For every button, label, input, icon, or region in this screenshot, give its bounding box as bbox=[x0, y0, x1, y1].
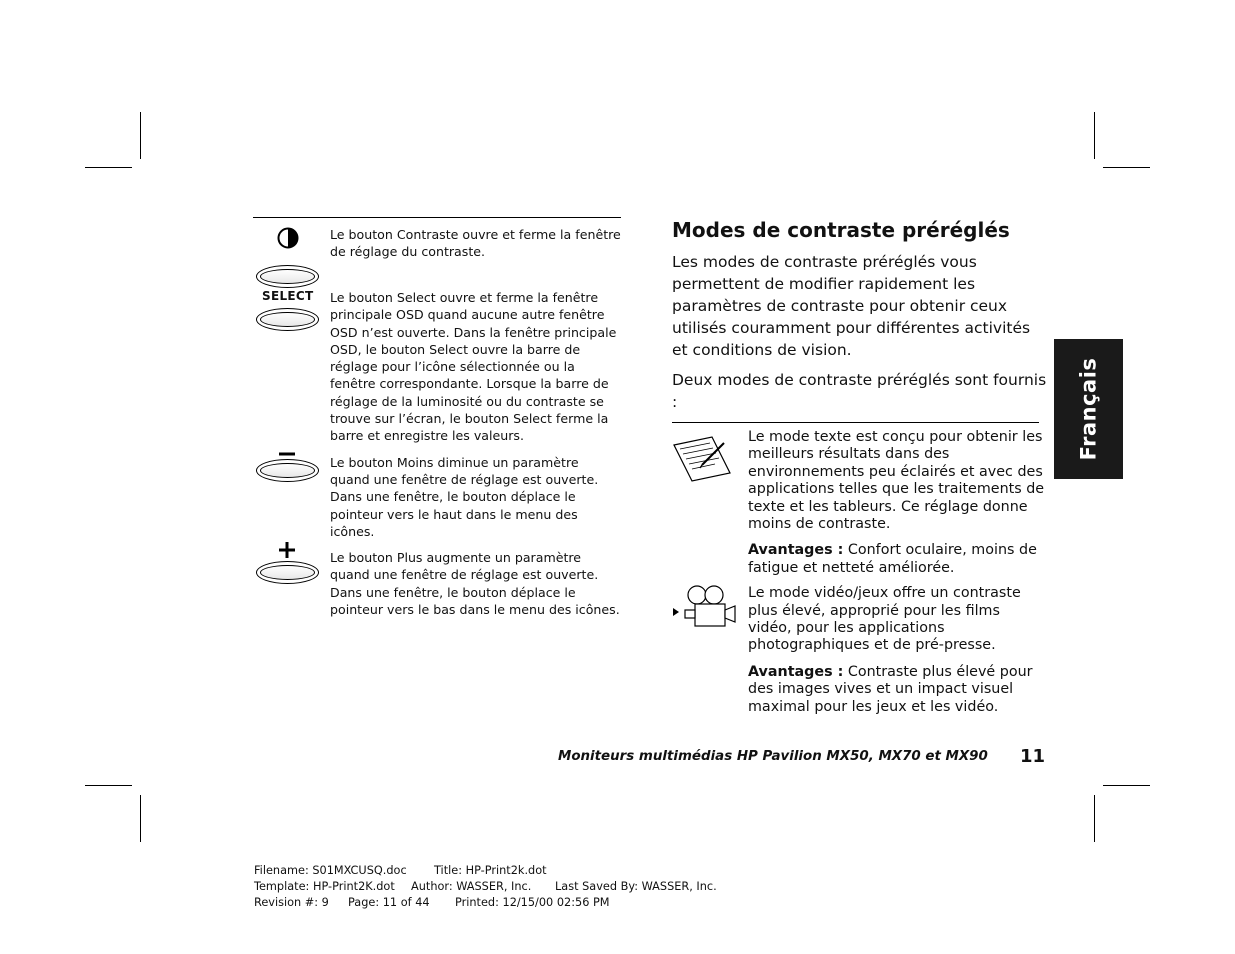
crop-mark bbox=[140, 112, 141, 159]
contrast-button-oval bbox=[256, 265, 319, 288]
document-pen-icon bbox=[672, 435, 734, 483]
select-button-label: SELECT bbox=[262, 289, 314, 303]
running-footer-title: Moniteurs multimédias HP Pavilion MX50, MX70 et MX90 bbox=[558, 749, 988, 764]
crop-mark bbox=[85, 167, 132, 168]
select-button-row bbox=[253, 289, 621, 445]
page-number: 11 bbox=[1020, 746, 1046, 767]
video-mode-row bbox=[672, 585, 1047, 716]
video-mode-graphic bbox=[672, 585, 748, 716]
file-info-revision: Revision #: 9 bbox=[254, 896, 329, 909]
file-info-printed: Printed: 12/15/00 02:56 PM bbox=[455, 896, 610, 909]
text-mode-description: Le mode texte est conçu pour obtenir les meilleurs résultats dans des environnements peu éclairés et avec des applications telles que les traitements de texte et les tableurs. Ce réglage donne moins de contraste. bbox=[748, 429, 1045, 533]
file-info-line-3 bbox=[254, 895, 717, 911]
video-mode-text bbox=[748, 585, 1047, 716]
text-mode-row bbox=[672, 429, 1047, 577]
plus-button-graphic bbox=[253, 549, 328, 609]
text-mode-graphic bbox=[672, 429, 748, 577]
crop-mark bbox=[1103, 785, 1150, 786]
text-mode-advantages bbox=[748, 542, 1047, 577]
select-button-oval bbox=[256, 308, 319, 331]
advantages-label: Avantages : bbox=[748, 663, 844, 680]
file-info-line-2 bbox=[254, 879, 717, 895]
file-info-page: Page: 11 of 44 bbox=[348, 896, 430, 909]
text-mode-text bbox=[748, 429, 1047, 577]
language-tab bbox=[1054, 339, 1123, 479]
section-title: Modes de contraste préréglés bbox=[672, 218, 1010, 242]
crop-mark bbox=[1094, 795, 1095, 842]
top-rule bbox=[253, 217, 621, 218]
contrast-button-graphic bbox=[253, 226, 328, 288]
contrast-button-row bbox=[253, 226, 621, 288]
advantages-label: Avantages : bbox=[748, 542, 844, 559]
file-info-last-saved: Last Saved By: WASSER, Inc. bbox=[555, 880, 717, 893]
section-lead: Deux modes de contraste préréglés sont fournis : bbox=[672, 371, 1047, 411]
video-mode-description: Le mode vidéo/jeux offre un contraste plus élevé, approprié pour les films vidéo, pour les applications photographiques et de pré-presse. bbox=[748, 585, 1021, 654]
file-info-author: Author: WASSER, Inc. bbox=[411, 880, 532, 893]
minus-button-oval bbox=[256, 459, 319, 482]
minus-button-description: Le bouton Moins diminue un paramètre quand une fenêtre de réglage est ouverte. Dans une fenêtre, le bouton déplace le pointeur vers le haut dans le menu des icônes. bbox=[330, 454, 599, 539]
minus-icon bbox=[279, 451, 295, 457]
plus-icon bbox=[279, 542, 295, 558]
file-info-line-1 bbox=[254, 863, 717, 879]
minus-button-graphic bbox=[253, 454, 328, 514]
file-info-block bbox=[254, 863, 717, 911]
select-button-description: Le bouton Select ouvre et ferme la fenêtre principale OSD quand aucune autre fenêtre OSD n’est ouverte. Dans la fenêtre principale OSD, le bouton Select ouvre la barre de réglage pour l’icône sélectionnée ou la fenêtre correspondante. Lorsque la barre de réglage de la luminosité ou du contraste se trouve sur l’écran, le bouton Select ferme la barre et enregistre les valeurs. bbox=[330, 290, 617, 444]
advantages-text: Contraste plus élevé pour des images vives et un impact visuel maximal pour les jeux et les vidéo. bbox=[748, 663, 1033, 715]
plus-button-row bbox=[253, 549, 621, 618]
file-info-filename: Filename: S01MXCUSQ.doc bbox=[254, 864, 407, 877]
modes-rule bbox=[672, 422, 1039, 423]
crop-mark bbox=[85, 785, 132, 786]
contrast-half-circle-icon bbox=[277, 227, 299, 249]
file-info-template: Template: HP-Print2K.dot bbox=[254, 880, 395, 893]
plus-button-description: Le bouton Plus augmente un paramètre quand une fenêtre de réglage est ouverte. Dans une fenêtre, le bouton déplace le pointeur vers le bas dans le menu des icônes. bbox=[330, 550, 620, 618]
minus-button-row bbox=[253, 454, 621, 540]
advantages-text: Confort oculaire, moins de fatigue et netteté améliorée. bbox=[748, 542, 1037, 576]
select-button-graphic bbox=[253, 289, 328, 349]
section-intro: Les modes de contraste préréglés vous permettent de modifier rapidement les paramètres de contraste pour obtenir ceux utilisés couramment pour différentes activités et conditions de vision. bbox=[672, 253, 1031, 359]
file-info-title: Title: HP-Print2k.dot bbox=[434, 864, 547, 877]
video-mode-advantages bbox=[748, 664, 1047, 716]
language-tab-label: Français bbox=[1076, 357, 1101, 461]
video-camera-icon bbox=[672, 585, 738, 631]
contrast-button-description: Le bouton Contraste ouvre et ferme la fenêtre de réglage du contraste. bbox=[330, 227, 621, 260]
crop-mark bbox=[1094, 112, 1095, 159]
crop-mark bbox=[140, 795, 141, 842]
plus-button-oval bbox=[256, 561, 319, 584]
crop-mark bbox=[1103, 167, 1150, 168]
button-descriptions bbox=[253, 217, 621, 618]
contrast-modes-section bbox=[672, 217, 1047, 716]
